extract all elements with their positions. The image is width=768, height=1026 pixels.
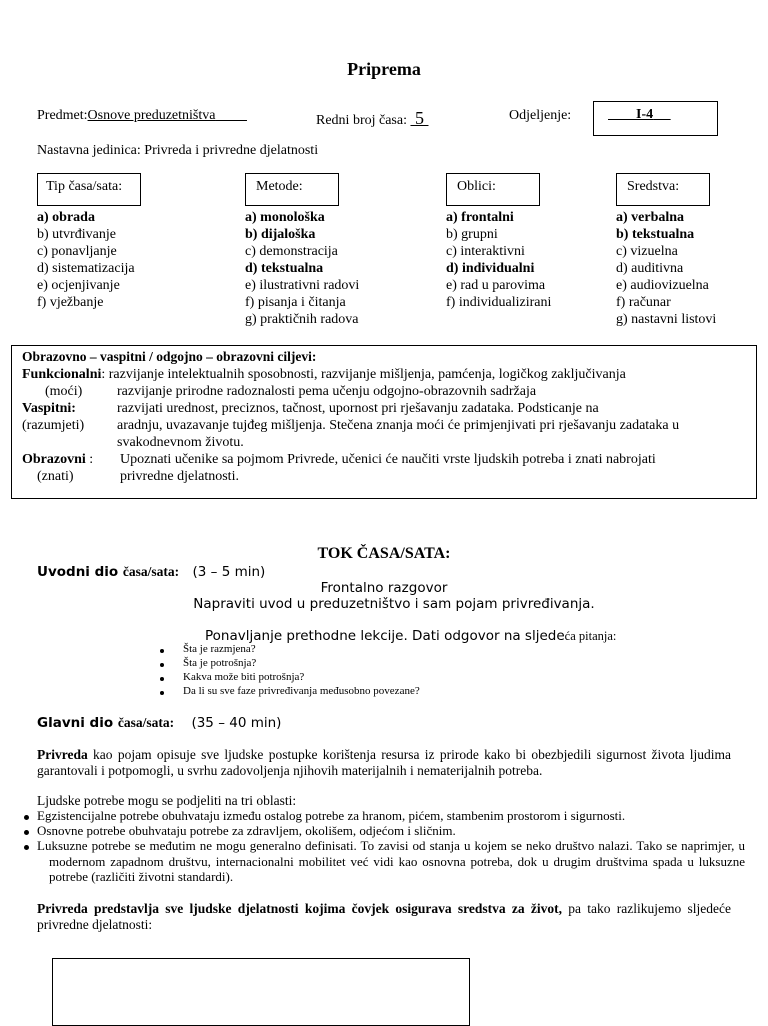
resources-heading-box: [616, 173, 710, 206]
lesson-unit: [37, 143, 318, 159]
forms-heading-box: [446, 173, 540, 206]
forms-list: [446, 209, 551, 311]
educational-line3: svakodnevnom životu.: [117, 435, 244, 450]
educational-sub: (razumjeti): [22, 418, 85, 433]
bullet-icon: [160, 663, 164, 667]
option-item: d) tekstualna: [245, 261, 324, 276]
option-item: e) audiovizuelna: [616, 278, 709, 293]
option-item: a) frontalni: [446, 210, 514, 225]
option-item: c) demonstracija: [245, 244, 338, 259]
class-value: I-4: [636, 107, 654, 122]
bullet-icon: [160, 677, 164, 681]
option-item: c) interaktivni: [446, 244, 525, 259]
option-item: f) računar: [616, 295, 671, 310]
option-item: c) ponavljanje: [37, 244, 117, 259]
privreda-paragraph: Privreda kao pojam opisuje sve ljudske postupke korištenja resursa iz prirode kako bi obezbjedili sigurnost života ljudima garantovali i potpomogli, u svrhu zadovoljenja njihovih materijalnih i nematerijalnih potreba.: [37, 747, 731, 778]
unit-label: Nastavna jedinica:: [37, 143, 141, 158]
option-item: f) pisanja i čitanja: [245, 295, 346, 310]
unit-value: Privreda i privredne djelatnosti: [144, 143, 319, 158]
lesson-number-value: 5: [414, 108, 424, 128]
option-item: b) dijaloška: [245, 227, 316, 242]
needs-item: Osnovne potrebe obuhvataju potrebe za zdravljem, okolišem, odjećom i sličnim.: [37, 823, 456, 838]
educational-line2: aradnju, uvazavanje tujđeg mišljenja. Stečena znanja moći će primjenjivati pri rješavanju zadataka u: [117, 418, 680, 433]
knowledge-line1: Upoznati učenike sa pojmom Privrede, učenici će naučiti vrste ljudskih potreba i znati nabrojati: [120, 452, 656, 467]
lesson-type-heading: Tip časa/sata:: [46, 179, 123, 194]
option-item: a) verbalna: [616, 210, 685, 225]
methods-heading: Metode:: [256, 179, 303, 194]
option-item: d) sistematizacija: [37, 261, 135, 276]
functional-line2: razvijanje prirodne radoznalosti pema učenju odgojno-obrazovnih sadržaja: [117, 384, 537, 399]
lesson-number-label: Redni broj časa:: [316, 113, 407, 128]
educational-line1: razvijati urednost, preciznos, tačnost, upornost pri rješavanju zadataka. Podsticanje na: [117, 401, 599, 416]
knowledge-label: Obrazovni: [22, 452, 86, 467]
lesson-type-list: [37, 209, 135, 311]
bullet-icon: [24, 815, 29, 820]
functional-line1: Funkcionalni: razvijanje intelektualnih sposobnosti, razvijanje mišljenja, pamćenja, logičkog zaključivanja: [22, 367, 626, 382]
option-item: f) individualizirani: [446, 295, 552, 310]
option-item: d) individualni: [446, 261, 535, 276]
option-item: a) obrada: [37, 210, 95, 225]
page-title: Priprema: [347, 59, 421, 79]
needs-item: Luksuzne potrebe se međutim ne mogu generalno definisati. To zavisi od stanja u kojem se neko društvo nalazi. Tako se naprimjer, u modernom zapadnom društvu, internacionalni mobilitet već vidi kao osnovna potreba, dok u drugim društvima spada u luksuzne potrebe (različiti životni standardi).: [37, 838, 745, 884]
knowledge-label-row: Obrazovni :: [22, 452, 94, 467]
lesson-type-heading-box: [37, 173, 141, 206]
question-item: Kakva može biti potrošnja?: [183, 671, 305, 683]
flow-title: TOK ČASA/SATA:: [317, 545, 451, 562]
intro-time: (3 – 5 min): [192, 564, 266, 580]
activities-table-box: [52, 958, 470, 1026]
bullet-icon: [160, 649, 164, 653]
class-label: Odjeljenje:: [509, 108, 572, 123]
lesson-number-row: [316, 108, 428, 129]
question-item: Da li su sve faze privređivanja međusobno povezane?: [183, 685, 420, 697]
intro-line2: Napraviti uvod u preduzetništvo i sam pojam privređivanja.: [193, 596, 595, 612]
option-item: d) auditivna: [616, 261, 684, 276]
knowledge-sub: (znati): [37, 469, 74, 484]
option-item: f) vježbanje: [37, 295, 104, 310]
main-time: (35 – 40 min): [191, 715, 282, 731]
option-item: b) grupni: [446, 227, 498, 242]
subject-value: Osnove preduzetništva: [87, 108, 216, 123]
option-item: g) praktičnih radova: [245, 312, 359, 327]
option-item: g) nastavni listovi: [616, 312, 717, 327]
forms-heading: Oblici:: [457, 179, 496, 194]
educational-label: Vaspitni:: [22, 401, 76, 416]
option-item: e) rad u parovima: [446, 278, 546, 293]
subject-label: Predmet:: [37, 108, 88, 123]
functional-sub: (moći): [45, 384, 83, 399]
objectives-heading: Obrazovno – vaspitni / odgojno – obrazovni ciljevi:: [22, 349, 317, 364]
question-item: Šta je potrošnja?: [183, 657, 257, 669]
option-item: b) tekstualna: [616, 227, 695, 242]
option-item: e) ocjenjivanje: [37, 278, 120, 293]
bullet-icon: [24, 830, 29, 835]
resources-list: [616, 209, 716, 328]
option-item: b) utvrđivanje: [37, 227, 116, 242]
functional-label: Funkcionalni: [22, 367, 102, 382]
question-item: Šta je razmjena?: [183, 643, 256, 655]
option-item: a) monološka: [245, 210, 325, 225]
subject-row: [37, 108, 247, 124]
intro-heading: Uvodni dio časa/sata: (3 – 5 min): [37, 564, 266, 580]
class-box: [593, 101, 718, 136]
final-paragraph: Privreda predstavlja sve ljudske djelatnosti kojima čovjek osigurava sredstva za život, pa tako razlikujemo sljedeće privredne djelatnosti:: [37, 901, 731, 932]
methods-heading-box: [245, 173, 339, 206]
main-heading: Glavni dio časa/sata: (35 – 40 min): [37, 715, 282, 731]
option-item: e) ilustrativni radovi: [245, 278, 360, 293]
option-item: c) vizuelna: [616, 244, 678, 259]
needs-intro: Ljudske potrebe mogu se podjeliti na tri oblasti:: [37, 793, 297, 808]
bullet-icon: [160, 691, 164, 695]
review-line: Ponavljanje prethodne lekcije. Dati odgovor na sljedeća pitanja:: [205, 628, 617, 644]
knowledge-line2: privredne djelatnosti.: [120, 469, 239, 484]
intro-line1: Frontalno razgovor: [320, 580, 448, 596]
bullet-icon: [24, 845, 29, 850]
resources-heading: Sredstva:: [627, 179, 680, 194]
methods-list: [245, 209, 359, 328]
needs-item: Egzistencijalne potrebe obuhvataju između ostalog potrebe za hranom, pićem, stambenim prostorom i sigurnosti.: [37, 808, 626, 823]
